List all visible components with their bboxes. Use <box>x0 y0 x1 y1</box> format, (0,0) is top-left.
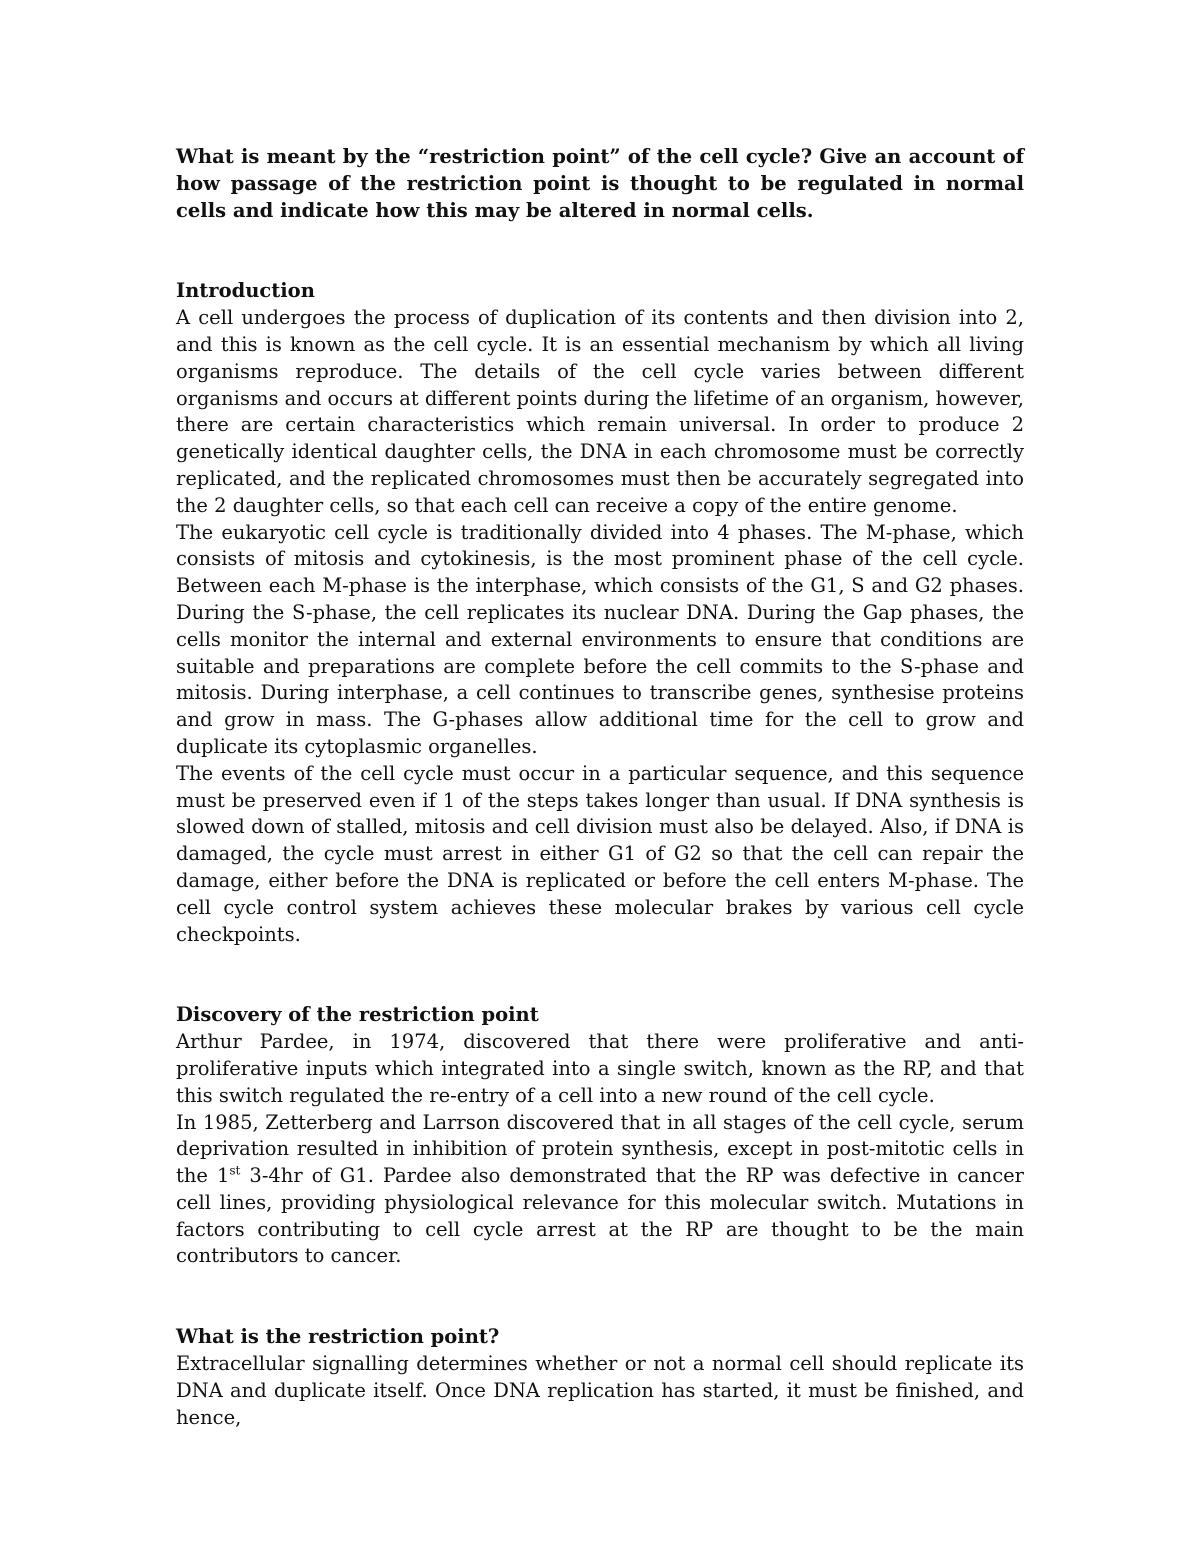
intro-paragraph-1: A cell undergoes the process of duplication of its contents and then division into 2, and this is known as the cell cycle. It is an essential mechanism by which all living organisms reproduce. The details of the cell cycle varies between different organisms and occurs at different points during the lifetime of an organism, however, there are certain characteristics which remain universal. In order to produce 2 genetically identical daughter cells, the DNA in each chromosome must be correctly replicated, and the replicated chromosomes must then be accurately segregated into the 2 daughter cells, so that each cell can receive a copy of the entire genome. <box>176 306 1024 517</box>
heading-introduction: Introduction <box>176 279 315 303</box>
intro-paragraph-3: The events of the cell cycle must occur in a particular sequence, and this sequence must be preserved even if 1 of the steps takes longer than usual. If DNA synthesis is slowed down of stalled, mitosis and cell division must also be delayed. Also, if DNA is damaged, the cycle must arrest in either G1 of G2 so that the cell can repair the damage, either before the DNA is replicated or before the cell enters M-phase. The cell cycle control system achieves these molecular brakes by various cell cycle checkpoints. <box>176 761 1024 946</box>
ordinal-superscript: st <box>229 1163 241 1178</box>
discovery-paragraph-2-after: 3-4hr of G1. Pardee also demonstrated that the RP was defective in cancer cell lines, providing physiological relevance for this molecular switch. Mutations in factors contributing to cell cycle arrest at the RP are thought to be the main contributors to cancer. <box>176 1164 1025 1268</box>
spacer <box>176 1270 1024 1324</box>
heading-discovery: Discovery of the restriction point <box>176 1003 539 1027</box>
discovery-paragraph-2 <box>176 1110 1024 1271</box>
discovery-paragraph-1: Arthur Pardee, in 1974, discovered that there were proliferative and anti-proliferative inputs which integrated into a single switch, known as the RP, and that this switch regulated the re-entry of a cell into a new round of the cell cycle. <box>176 1030 1024 1107</box>
spacer <box>176 224 1024 278</box>
what-is-paragraph: Extracellular signalling determines whether or not a normal cell should replicate its DNA and duplicate itself. Once DNA replication has started, it must be finished, and hence, <box>176 1352 1024 1429</box>
heading-what-is-restriction-point: What is the restriction point? <box>176 1325 500 1349</box>
document-page <box>176 144 1024 1431</box>
intro-paragraph-2: The eukaryotic cell cycle is traditionally divided into 4 phases. The M-phase, which consists of mitosis and cytokinesis, is the most prominent phase of the cell cycle. Between each M-phase is the interphase, which consists of the G1, S and G2 phases. During the S-phase, the cell replicates its nuclear DNA. During the Gap phases, the cells monitor the internal and external environments to ensure that conditions are suitable and preparations are complete before the cell commits to the S-phase and mitosis. During interphase, a cell continues to transcribe genes, synthesise proteins and grow in mass. The G-phases allow additional time for the cell to grow and duplicate its cytoplasmic organelles. <box>176 520 1024 758</box>
essay-question-title: What is meant by the “restriction point” of the cell cycle? Give an account of how passage of the restriction point is thought to be regulated in normal cells and indicate how this may be altered in normal cells. <box>176 145 1024 222</box>
spacer <box>176 948 1024 1002</box>
discovery-paragraph-2-before: In 1985, Zetterberg and Larrson discovered that in all stages of the cell cycle, serum deprivation resulted in inhibition of protein synthesis, except in post-mitotic cells in the 1 <box>176 1110 1024 1188</box>
